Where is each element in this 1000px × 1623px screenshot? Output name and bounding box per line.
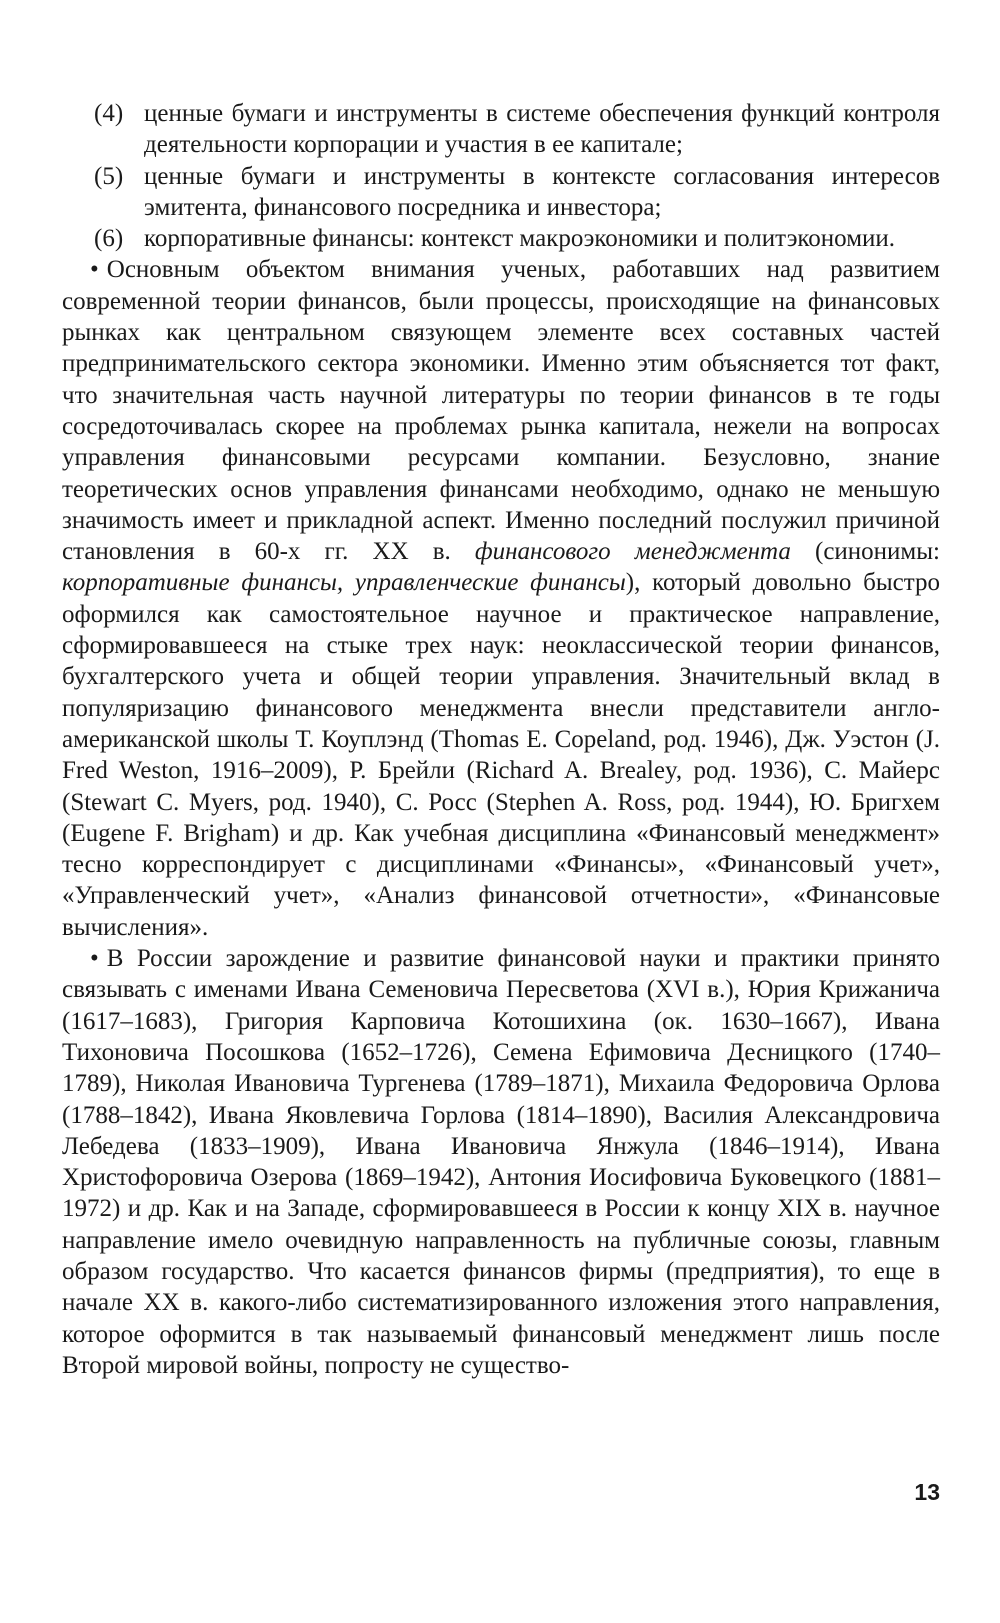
term-italic: финансового менеджмента: [474, 538, 791, 566]
bullet-icon: •: [90, 256, 99, 284]
paragraph-financial-management: [62, 254, 940, 943]
bullet-icon: •: [90, 945, 99, 973]
list-item: [62, 223, 940, 254]
paragraph-russia-history: [62, 943, 940, 1381]
paragraph-text: (синонимы:: [815, 538, 940, 566]
paragraph-text: Основным объектом внимания ученых, работавших над развитием современной теории финансов, были процессы, происходящие на финансовых рынках как центральном связующем элементе всех составных частей предпринимательского сектора экономики. Именно этим объясняется тот факт, что значительная часть научной литературы по теории финансов в те годы сосредоточивалась скорее на проблемах рынка капитала, нежели на вопросах управления финансовыми ресурсами компании. Безусловно, знание теоретических основ управления финансами необходимо, однако не меньшую значимость имеет и прикладной аспект. Именно последний послужил причиной становления в 60-х гг. XX в.: [62, 256, 940, 566]
list-number: (5): [94, 162, 124, 190]
list-number: (4): [94, 100, 124, 127]
term-italic: корпоративные финансы, управленческие финансы: [62, 569, 626, 597]
list-number: (6): [94, 225, 124, 253]
list-item: [62, 98, 940, 161]
page-body: [62, 98, 940, 1381]
list-item: [62, 161, 940, 224]
list-item-text: ценные бумаги и инструменты в системе обеспечения функций контроля деятельности корпорации и участия в ее капитале;: [144, 100, 940, 159]
paragraph-text: ), который довольно быстро оформился как самостоятельное научное и практическое направление, сформировавшееся на стыке трех наук: неоклассической теории финансов, бухгалтерского учета и общей теории управления. Значительный вклад в популяризацию финансового менеджмента внесли представители англо-американской школы Т. Коуплэнд (Thomas E. Copeland, род. 1946), Дж. Уэстон (J. Fred Weston, 1916–2009), Р. Брейли (Richard A. Brealey, род. 1936), С. Майерс (Stewart C. Myers, род. 1940), С. Росс (Stephen A. Ross, род. 1944), Ю. Бригхем (Eugene F. Brigham) и др. Как учебная дисциплина «Финансовый менеджмент» тесно корреспондирует с дисциплинами «Финансы», «Финансовый учет», «Управленческий учет», «Анализ финансовой отчетности», «Финансовые вычисления».: [62, 569, 940, 941]
paragraph-text: В России зарождение и развитие финансовой науки и практики принято связывать с именами Ивана Семеновича Пересветова (XVI в.), Юрия Крижанича (1617–1683), Григория Карповича Котошихина (ок. 1630–1667), Ивана Тихоновича Посошкова (1652–1726), Семена Ефимовича Десницкого (1740–1789), Николая Ивановича Тургенева (1789–1871), Михаила Федоровича Орлова (1788–1842), Ивана Яковлевича Горлова (1814–1890), Василия Александровича Лебедева (1833–1909), Ивана Ивановича Янжула (1846–1914), Ивана Христофоровича Озерова (1869–1942), Антония Иосифовича Буковецкого (1881–1972) и др. Как и на Западе, сформировавшееся в России к концу XIX в. научное направление имело очевидную направленность на публичные союзы, главным образом государство. Что касается финансов фирмы (предприятия), то еще в начале XX в. какого-либо систематизированного изложения этого направления, которое оформится в так называемый финансовый менеджмент лишь после Второй мировой войны, попросту не существо-: [62, 945, 940, 1379]
list-item-text: ценные бумаги и инструменты в контексте согласования интересов эмитента, финансового посредника и инвестора;: [144, 162, 940, 221]
list-item-text: корпоративные финансы: контекст макроэкономики и политэкономии.: [144, 225, 896, 253]
page-number: 13: [914, 1479, 940, 1505]
